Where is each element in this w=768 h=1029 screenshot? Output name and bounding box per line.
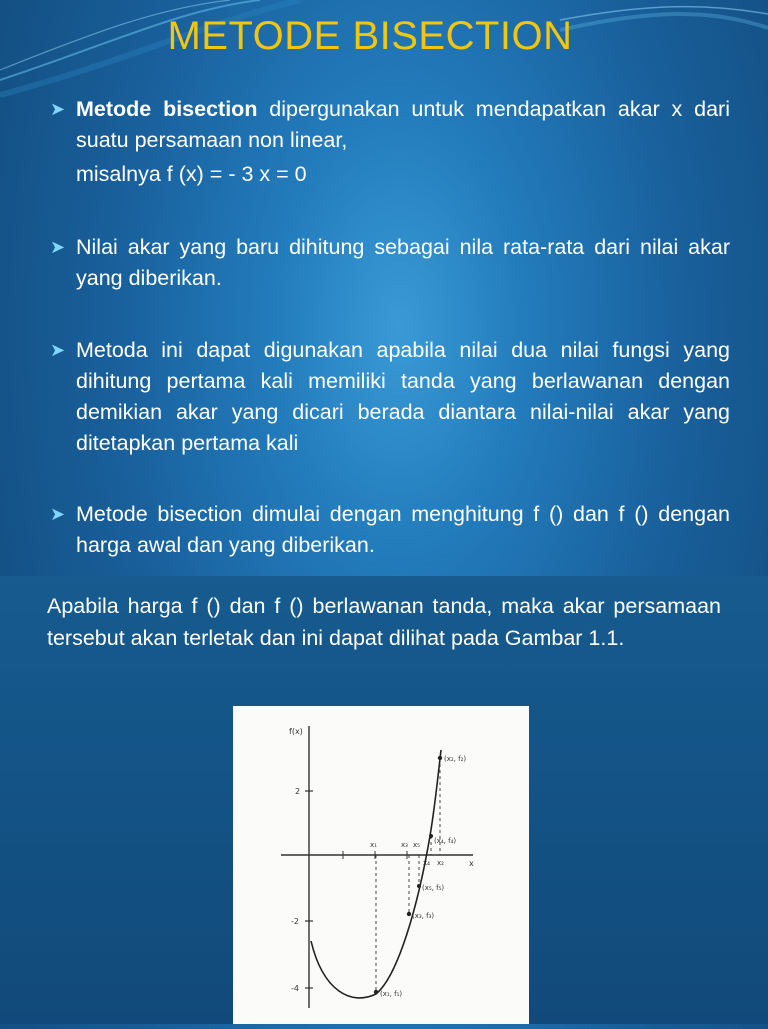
bullet-4-text: Metode bisection dimulai dengan menghitung f () dan f () dengan harga awal dan yang diberikan. — [76, 502, 730, 557]
point-5 — [417, 884, 421, 888]
tick-label-2: 2 — [295, 787, 301, 796]
arrow-bullet-icon: ➤ — [50, 340, 66, 360]
bullet-1-bold: Metode bisection — [76, 97, 258, 121]
p5-label: (x₅, f₅) — [422, 884, 445, 892]
arrow-bullet-icon: ➤ — [50, 504, 66, 524]
point-2 — [438, 756, 442, 760]
x1-label: x₁ — [370, 841, 377, 849]
figure-bisection-graph — [233, 706, 529, 1024]
arrow-bullet-icon: ➤ — [50, 99, 66, 119]
p4-label: (x₄, f₄) — [434, 837, 457, 845]
x3-label: x₃ — [401, 841, 408, 849]
body-paragraph: Apabila harga f () dan f () berlawanan tanda, maka akar persamaan tersebut akan terletak dan ini dapat dilihat pada Gambar 1.1. — [47, 594, 721, 650]
x2-label: x₂ — [437, 859, 444, 867]
p2-label: (x₂, f₂) — [444, 755, 467, 763]
x4-label: x₄ — [423, 859, 430, 867]
point-4 — [429, 834, 433, 838]
point-3 — [407, 912, 411, 916]
p1-label: (x₁, f₁) — [380, 990, 403, 998]
bullet-1 — [50, 94, 730, 156]
y-axis-label: f(x) — [289, 727, 303, 736]
point-1 — [374, 990, 378, 994]
bullet-1-text: dipergunakan untuk mendapatkan akar x dari suatu persamaan non linear, — [76, 97, 730, 152]
tick-label-m2: -2 — [291, 917, 299, 926]
bullet-3-text: Metoda ini dapat digunakan apabila nilai dua nilai fungsi yang dihitung pertama kali memiliki tanda yang berlawanan dengan demikian akar yang dicari berada diantara nilai-nilai akar yang ditetapkan pertama kali — [76, 338, 730, 455]
x-axis-label: x — [469, 859, 474, 868]
bullet-2-text: Nilai akar yang baru dihitung sebagai nila rata-rata dari nilai akar yang diberikan. — [76, 235, 730, 290]
arrow-bullet-icon: ➤ — [50, 237, 66, 257]
bisection-graph — [233, 706, 529, 1024]
bullet-1-example: misalnya f (x) = - 3 x = 0 — [76, 162, 307, 186]
bullet-2 — [50, 232, 730, 294]
bullet-4 — [50, 499, 730, 561]
bullet-3 — [50, 335, 730, 459]
tick-label-m4: -4 — [291, 984, 299, 993]
slide-title: METODE BISECTION — [167, 14, 573, 58]
p3-label: (x₃, f₃) — [412, 912, 435, 920]
x5-label: x₅ — [413, 841, 420, 849]
